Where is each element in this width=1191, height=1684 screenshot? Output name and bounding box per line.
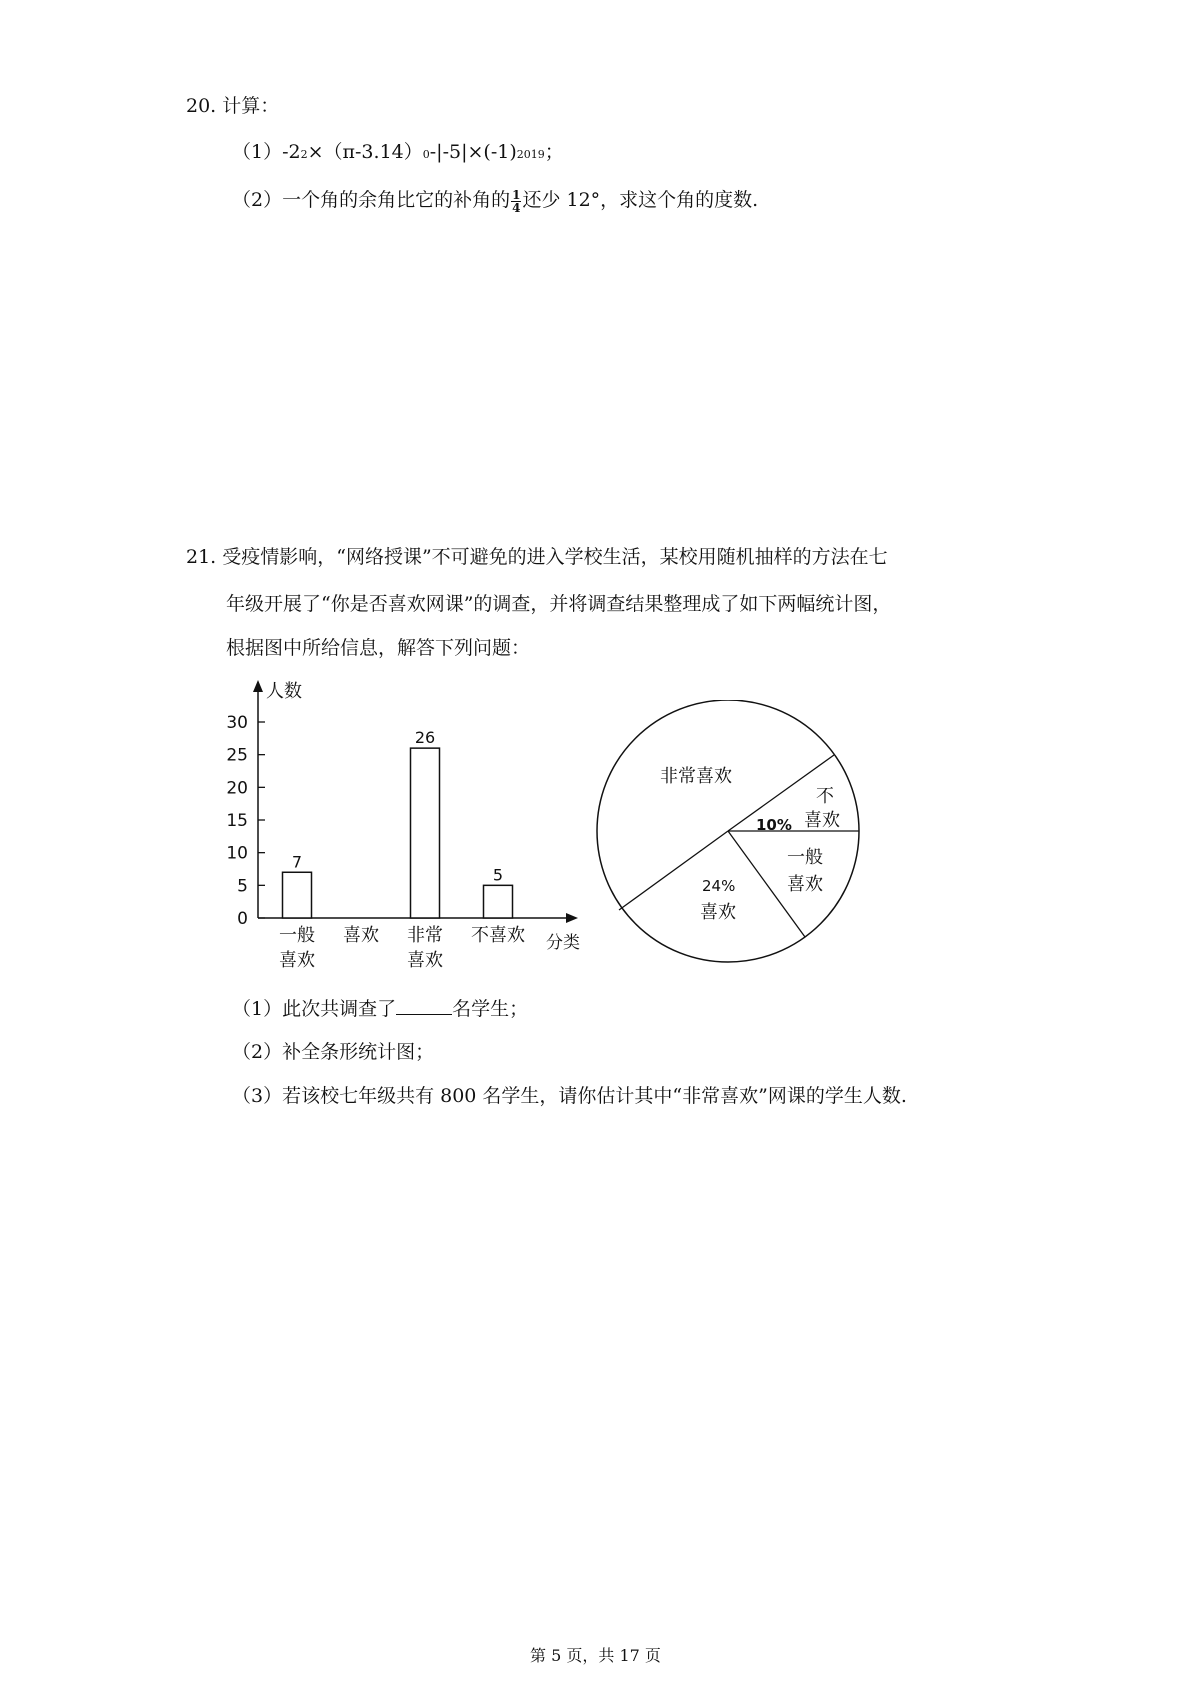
y-tick-label: 10 — [226, 843, 248, 864]
bar-value-label: 5 — [492, 865, 504, 885]
q21-line3: 根据图中所给信息，解答下列问题： — [226, 637, 531, 659]
q20-part1: （1）-22×（π-3.14）0-|-5|×(-1)2019； — [232, 141, 564, 163]
pie-label-normal-1: 一般 — [787, 847, 823, 868]
q20-title: 20. 计算： — [186, 95, 280, 117]
y-tick-label: 15 — [226, 811, 248, 831]
y-axis-label: 人数 — [266, 681, 302, 702]
pie-label-dislike-2: 喜欢 — [804, 810, 840, 831]
q21-line1: 21. 受疫情影响，“网络授课”不可避免的进入学校生活，某校用随机抽样的方法在七 — [186, 546, 888, 568]
fraction-one-quarter: $\frac{1}{4}$ — [512, 187, 521, 215]
y-tick-label: 0 — [237, 909, 248, 929]
y-tick-label: 25 — [226, 745, 248, 766]
bar-chart — [220, 670, 600, 980]
x-category-label: 喜欢 — [407, 950, 443, 971]
q21-sub3: （3）若该校七年级共有 800 名学生，请你估计其中“非常喜欢”网课的学生人数. — [232, 1085, 907, 1107]
bar — [484, 885, 513, 918]
x-category-label: 一般 — [279, 925, 315, 946]
bar-value-label: 26 — [414, 728, 436, 748]
x-category-label: 不喜欢 — [471, 925, 525, 946]
pie-chart — [590, 700, 870, 975]
y-tick-label: 30 — [226, 713, 248, 733]
pie-label-dislike-1: 不 — [816, 786, 834, 807]
x-category-label: 非常 — [407, 925, 443, 946]
bar-value-label: 7 — [291, 852, 303, 872]
pie-label-like: 喜欢 — [700, 902, 736, 923]
pie-value-dislike: 10% — [756, 816, 792, 834]
pie-label-very-like: 非常喜欢 — [660, 766, 732, 787]
q21-sub1: （1）此次共调查了 名学生； — [232, 998, 529, 1020]
q21-sub2: （2）补全条形统计图； — [232, 1041, 435, 1063]
x-axis-label: 分类 — [546, 933, 580, 953]
q21-line2: 年级开展了“你是否喜欢网课”的调查，并将调查结果整理成了如下两幅统计图， — [226, 593, 892, 615]
answer-blank[interactable] — [396, 996, 452, 1015]
x-axis-arrow — [566, 913, 578, 923]
y-tick-label: 20 — [226, 778, 248, 799]
pie-label-normal-2: 喜欢 — [787, 874, 823, 895]
page-footer: 第 5 页，共 17 页 — [530, 1646, 661, 1665]
q20-part2: （2）一个角的余角比它的补角的 $\frac{1}{4}$ 还少 12°，求这个角的度数. — [232, 187, 759, 215]
x-category-label: 喜欢 — [343, 925, 379, 946]
bar — [283, 872, 312, 918]
bar — [411, 748, 440, 918]
y-axis-arrow — [253, 680, 263, 692]
y-tick-label: 5 — [237, 876, 248, 897]
pie-value-like: 24% — [702, 877, 736, 895]
x-category-label: 喜欢 — [279, 950, 315, 971]
